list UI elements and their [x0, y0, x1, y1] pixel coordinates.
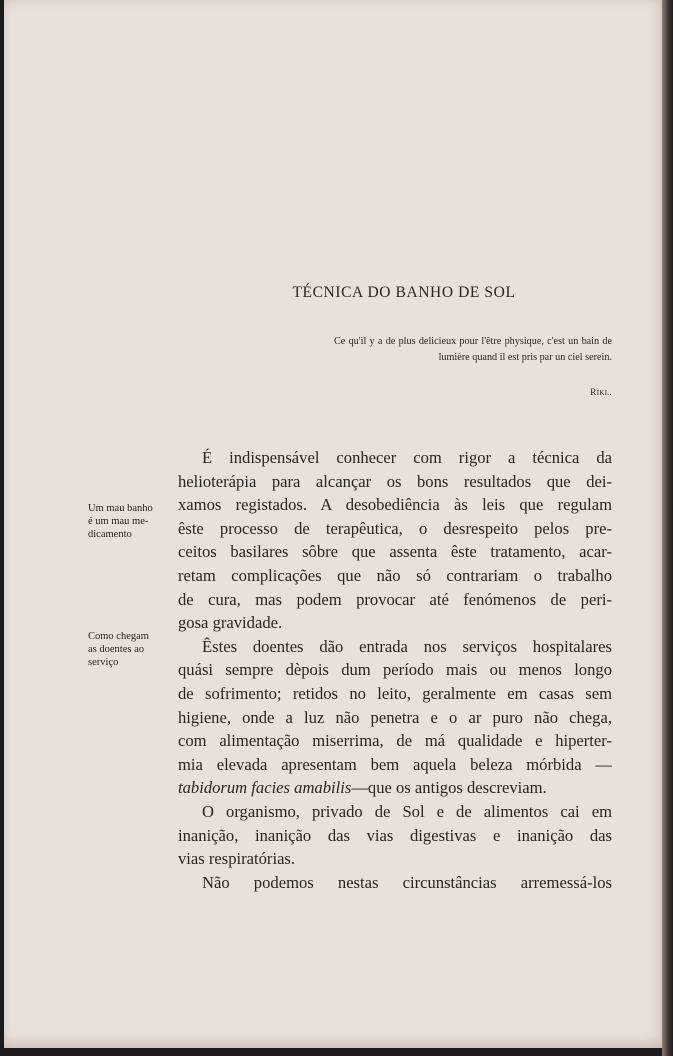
- text-line: xamos registados. A desobediência às leis que regulam: [178, 495, 612, 515]
- text-line: gosa gravidade.: [178, 613, 283, 633]
- text-line: vias respiratórias.: [178, 849, 296, 869]
- text-line: mia elevada apresentam bem aquela beleza mórbida —: [178, 754, 612, 774]
- margin-note: Um mau banho é um mau me- dicamento: [88, 503, 153, 540]
- text-line: retam complicações que não só contrariam o trabalho: [178, 565, 612, 585]
- text-line: É indispensável conhecer com rigor a técnica da: [202, 448, 612, 467]
- text-line: êste processo de terapêutica, o desrespeito pelos pre-: [178, 518, 612, 538]
- text-fragment: —que os antigos descreviam.: [351, 778, 547, 798]
- text-line: inanição, inanição das vias digestivas e inanição das: [178, 825, 612, 845]
- book-page: [4, 0, 666, 1048]
- text-line: higiene, onde a luz não penetra e o ar puro não chega,: [178, 707, 612, 727]
- text-line: ceitos basilares sôbre que assenta êste tratamento, acar-: [178, 542, 612, 562]
- margin-note: Como chegam as doentes ao serviço: [88, 631, 149, 668]
- text-line: de cura, mas podem provocar até fenómenos de peri-: [178, 589, 612, 609]
- epigraph-text: Ce qu'il y a de plus delicieux pour l'être physique, c'est un bain de lumière quand il est pris par un ciel serein.: [334, 336, 612, 363]
- latin-phrase: tabidorum facies amabilis: [178, 778, 352, 798]
- text-line: quási sempre dèpois dum período mais ou menos longo: [178, 660, 612, 680]
- text-line: helioterápia para alcançar os bons resultados que dei-: [178, 471, 612, 491]
- text-line: de sofrimento; retidos no leito, geralmente em casas sem: [178, 683, 612, 703]
- epigraph: [334, 334, 612, 366]
- chapter-heading: TÉCNICA DO BANHO DE SOL: [292, 284, 516, 301]
- text-line: O organismo, privado de Sol e de alimentos cai em: [202, 801, 612, 821]
- body-text: [178, 446, 612, 894]
- text-line: [178, 776, 612, 800]
- text-line: Não podemos nestas circunstâncias arremessá-los: [202, 872, 612, 892]
- text-line: com alimentação miserrima, de má qualidade e hiperter-: [178, 731, 612, 751]
- epigraph-author: Rikl.: [590, 388, 612, 398]
- text-line: Êstes doentes dão entrada nos serviços hospitalares: [202, 636, 612, 656]
- page-edge: [662, 0, 673, 1056]
